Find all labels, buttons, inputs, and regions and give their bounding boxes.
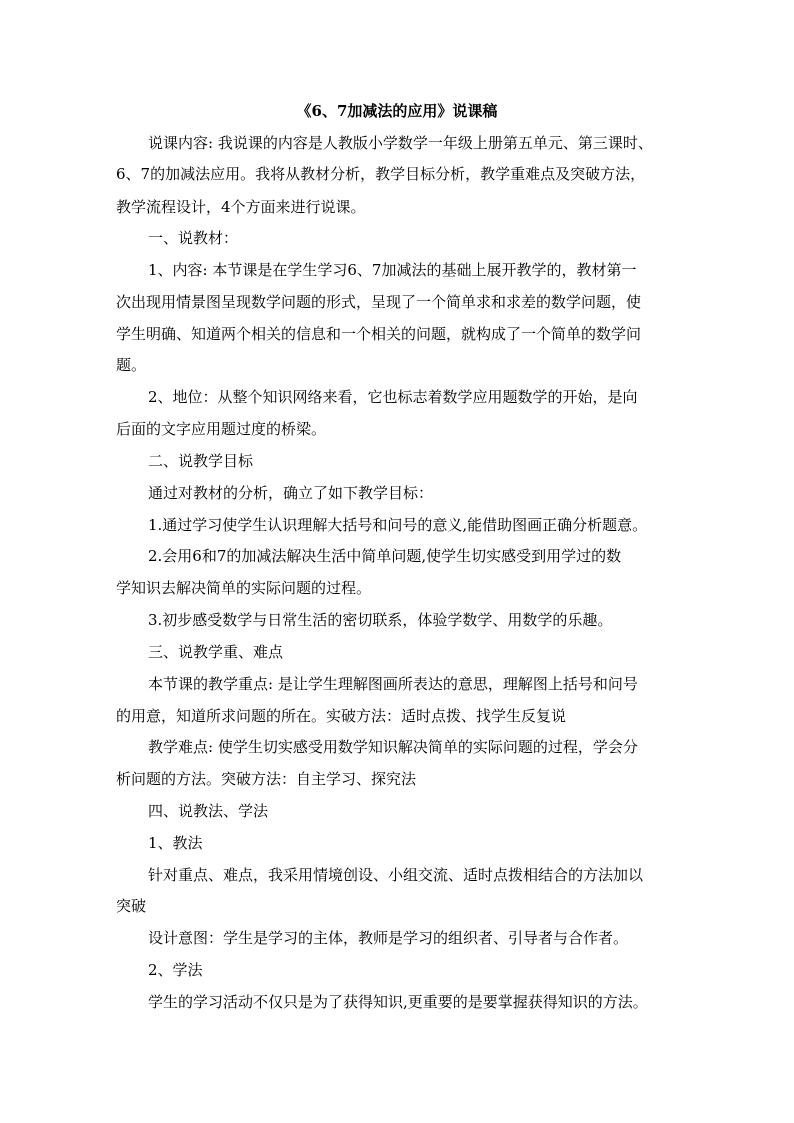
text-line: 2、地位：从整个知识网络来看，它也标志着数学应用题数学的开始，是向 <box>148 388 638 406</box>
text-line: 题。 <box>116 356 147 374</box>
text-line: 1.通过学习使学生认识理解大括号和问号的意义,能借助图画正确分析题意。 <box>148 516 648 534</box>
text-line: 学生的学习活动不仅只是为了获得知识,更重要的是要掌握获得知识的方法。 <box>148 993 648 1011</box>
text-line: 后面的文字应用题过度的桥梁。 <box>116 420 327 438</box>
text-line: 1、内容: 本节课是在学生学习6、7加减法的基础上展开教学的，教材第一 <box>148 261 637 279</box>
text-line: 学生明确、知道两个相关的信息和一个相关的问题，就构成了一个简单的数学问 <box>116 325 642 343</box>
text-line: 说课内容: 我说课的内容是人教版小学数学一年级上册第五单元、第三课时、 <box>148 134 653 152</box>
text-line: 突破 <box>116 897 147 915</box>
text-line: 次出现用情景图呈现数学问题的形式，呈现了一个简单求和求差的数学问题，使 <box>116 293 642 311</box>
section-heading: 四、说教法、学法 <box>148 802 269 820</box>
text-line: 6、7的加减法应用。我将从教材分析，教学目标分析，教学重难点及突破方法， <box>116 165 646 183</box>
text-line: 教学流程设计，4个方面来进行说课。 <box>116 198 366 216</box>
text-line: 通过对教材的分析，确立了如下教学目标： <box>148 484 434 502</box>
section-heading: 二、说教学目标 <box>148 452 254 470</box>
text-line: 1、教法 <box>148 834 203 852</box>
text-line: 3.初步感受数学与日常生活的密切联系，体验学数学、用数学的乐趣。 <box>148 611 613 629</box>
text-line: 析问题的方法。突破方法：自主学习、探究法 <box>116 770 417 788</box>
text-line: 的用意，知道所求问题的所在。实破方法：适时点拨、找学生反复说 <box>116 707 567 725</box>
document-title: 《6、7加减法的应用》说课稿 <box>296 102 498 120</box>
text-line: 教学难点: 使学生切实感受用数学知识解决简单的实际问题的过程，学会分 <box>148 738 638 756</box>
text-line: 2、学法 <box>148 961 203 979</box>
text-line: 学知识去解决简单的实际问题的过程。 <box>116 579 372 597</box>
section-heading: 三、说教学重、难点 <box>148 643 284 661</box>
text-line: 2.会用6和7的加减法解决生活中简单问题,使学生切实感受到用学过的数 <box>148 547 622 565</box>
text-line: 设计意图：学生是学习的主体，教师是学习的组织者、引导者与合作者。 <box>148 929 629 947</box>
section-heading: 一、说教材： <box>148 229 239 247</box>
text-line: 针对重点、难点，我采用情境创设、小组交流、适时点拨相结合的方法加以 <box>148 866 644 884</box>
text-line: 本节课的教学重点: 是让学生理解图画所表达的意思，理解图上括号和问号 <box>148 675 638 693</box>
